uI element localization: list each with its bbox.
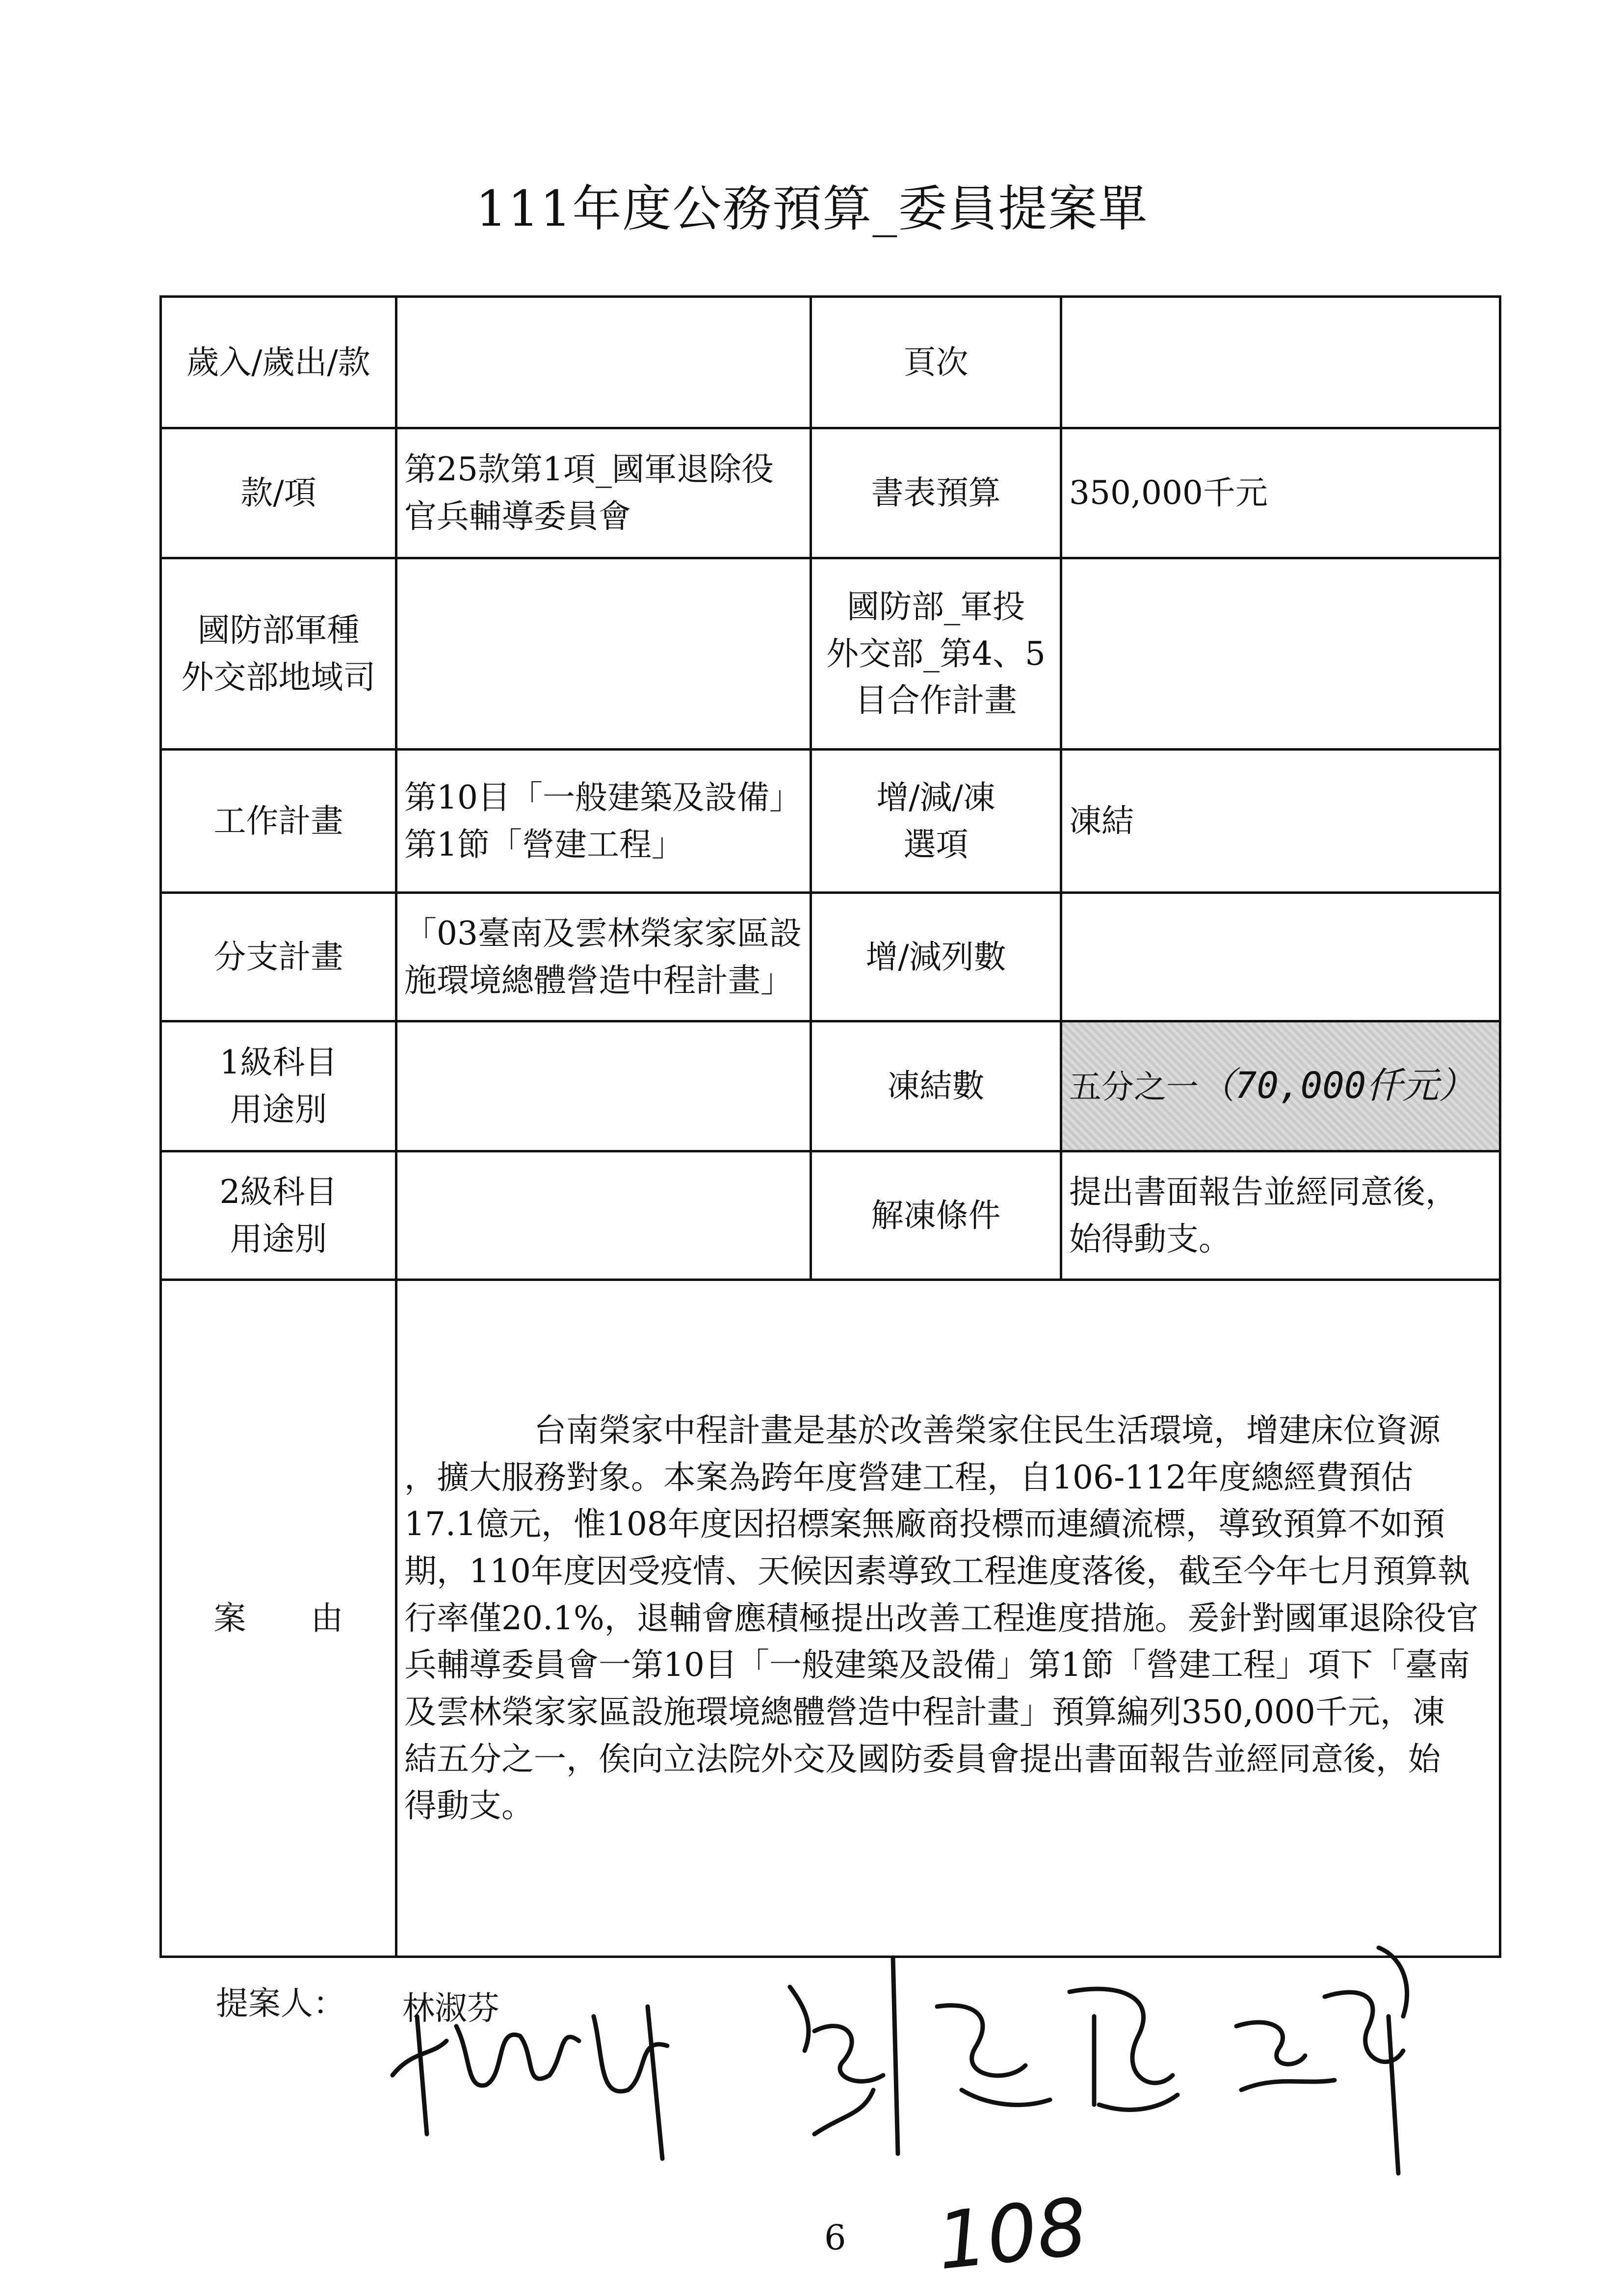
level2-subject-label bbox=[161, 1151, 396, 1280]
adjust-option-label bbox=[811, 750, 1061, 893]
adjust-option-line: 增/減/凍 bbox=[876, 778, 995, 816]
budget-type-label: 歲入/歲出/款 bbox=[161, 297, 396, 428]
proposer-name: 林淑芬 bbox=[402, 1989, 499, 2027]
military-dept-value bbox=[396, 558, 811, 750]
proposal-form-table bbox=[159, 295, 1501, 1958]
reason-line: ，擴大服務對象。本案為跨年度營建工程，自106-112年度總經費預估 bbox=[404, 1458, 1414, 1496]
page-ref-label: 頁次 bbox=[811, 297, 1061, 428]
table-row bbox=[161, 750, 1500, 893]
table-row bbox=[161, 1151, 1500, 1280]
frozen-amount-typed: 五分之一 bbox=[1069, 1068, 1199, 1106]
frozen-amount-handwritten: （70,000仟元） bbox=[1199, 1065, 1475, 1107]
level1-subject-label bbox=[161, 1021, 396, 1151]
signature-stroke bbox=[1070, 1989, 1178, 2110]
cooperation-plan-value bbox=[1061, 558, 1500, 750]
reason-line: 17.1億元，惟108年度因招標案無廠商投標而連續流標，導致預算不如預 bbox=[404, 1505, 1445, 1543]
signature-stroke bbox=[1236, 1948, 1407, 2173]
reason-line: 及雲林榮家家區設施環境總體營造中程計畫」預算編列350,000千元，凍 bbox=[404, 1693, 1445, 1731]
reason-line: 行率僅20.1%，退輔會應積極提出改善工程進度措施。爰針對國軍退除役官 bbox=[404, 1599, 1479, 1637]
foreign-dept-label-line: 外交部地域司 bbox=[181, 658, 376, 696]
table-row bbox=[161, 893, 1500, 1021]
handwritten-signatures bbox=[373, 1928, 1501, 2183]
level1-subject-value bbox=[396, 1021, 811, 1151]
page-number: 6 bbox=[824, 2218, 846, 2258]
adjust-option-line: 選項 bbox=[903, 825, 969, 863]
reason-line: 台南榮家中程計畫是基於改善榮家住民生活環境，增建床位資源 bbox=[404, 1411, 1441, 1449]
signature-stroke bbox=[790, 1957, 1050, 2154]
section-item-label: 款/項 bbox=[161, 428, 396, 558]
work-plan-label: 工作計畫 bbox=[161, 750, 396, 893]
table-row bbox=[161, 428, 1500, 558]
work-plan-value bbox=[396, 750, 811, 893]
branch-plan-label: 分支計畫 bbox=[161, 893, 396, 1021]
military-dept-label bbox=[161, 558, 396, 750]
level2-subject-line: 2級科目 bbox=[219, 1173, 338, 1211]
level1-subject-line: 用途別 bbox=[230, 1091, 327, 1128]
handwritten-number: 108 bbox=[933, 2180, 1092, 2288]
adjust-amount-label: 增/減列數 bbox=[811, 893, 1061, 1021]
section-item-value: 第25款第1項_國軍退除役官兵輔導委員會 bbox=[396, 428, 811, 558]
branch-plan-value bbox=[396, 893, 811, 1021]
reason-lines bbox=[404, 1407, 1492, 1829]
work-plan-line: 第10目「一般建築及設備」 bbox=[404, 778, 802, 816]
table-row bbox=[161, 1280, 1500, 1957]
cooperation-plan-line: 目合作計畫 bbox=[855, 681, 1017, 720]
signature-stroke bbox=[393, 2007, 667, 2159]
frozen-amount-label: 凍結數 bbox=[811, 1021, 1061, 1151]
unfreeze-condition-label: 解凍條件 bbox=[811, 1151, 1061, 1280]
cooperation-plan-line: 國防部_軍投 bbox=[847, 587, 1025, 626]
unfreeze-condition-value bbox=[1061, 1151, 1500, 1280]
unfreeze-condition-line: 始得動支。 bbox=[1069, 1220, 1231, 1258]
adjust-option-value: 凍結 bbox=[1061, 750, 1500, 893]
statement-budget-value: 350,000千元 bbox=[1061, 428, 1500, 558]
reason-line: 得動支。 bbox=[404, 1787, 534, 1825]
table-row bbox=[161, 558, 1500, 750]
statement-budget-label: 書表預算 bbox=[811, 428, 1061, 558]
branch-plan-line: 「03臺南及雲林榮家家區設 bbox=[404, 914, 802, 952]
proposer-label: 提案人： bbox=[216, 1984, 345, 2022]
reason-text bbox=[396, 1280, 1500, 1957]
cooperation-plan-label bbox=[811, 558, 1061, 750]
level1-subject-line: 1級科目 bbox=[219, 1044, 338, 1082]
cooperation-plan-line: 外交部_第4、5 bbox=[826, 634, 1046, 673]
page-ref-value bbox=[1061, 297, 1500, 428]
reason-line: 結五分之一，俟向立法院外交及國防委員會提出書面報告並經同意後，始 bbox=[404, 1740, 1441, 1778]
reason-label: 案 由 bbox=[161, 1280, 396, 1957]
level2-subject-line: 用途別 bbox=[230, 1220, 327, 1258]
reason-line: 兵輔導委員會一第10目「一般建築及設備」第1節「營建工程」項下「臺南 bbox=[404, 1646, 1470, 1684]
budget-type-value bbox=[396, 297, 811, 428]
table-row bbox=[161, 1021, 1500, 1151]
level2-subject-value bbox=[396, 1151, 811, 1280]
unfreeze-condition-line: 提出書面報告並經同意後， bbox=[1069, 1173, 1458, 1211]
branch-plan-line: 施環境總體營造中程計畫」 bbox=[404, 961, 793, 999]
table-row bbox=[161, 297, 1500, 428]
page-title: 111年度公務預算_委員提案單 bbox=[475, 180, 1149, 237]
reason-line: 期，110年度因受疫情、天候因素導致工程進度落後，截至今年七月預算執 bbox=[404, 1552, 1470, 1590]
work-plan-line: 第1節「營建工程」 bbox=[404, 825, 684, 863]
military-dept-label-line: 國防部軍種 bbox=[197, 611, 360, 649]
frozen-amount-value bbox=[1061, 1021, 1500, 1151]
adjust-amount-value bbox=[1061, 893, 1500, 1021]
